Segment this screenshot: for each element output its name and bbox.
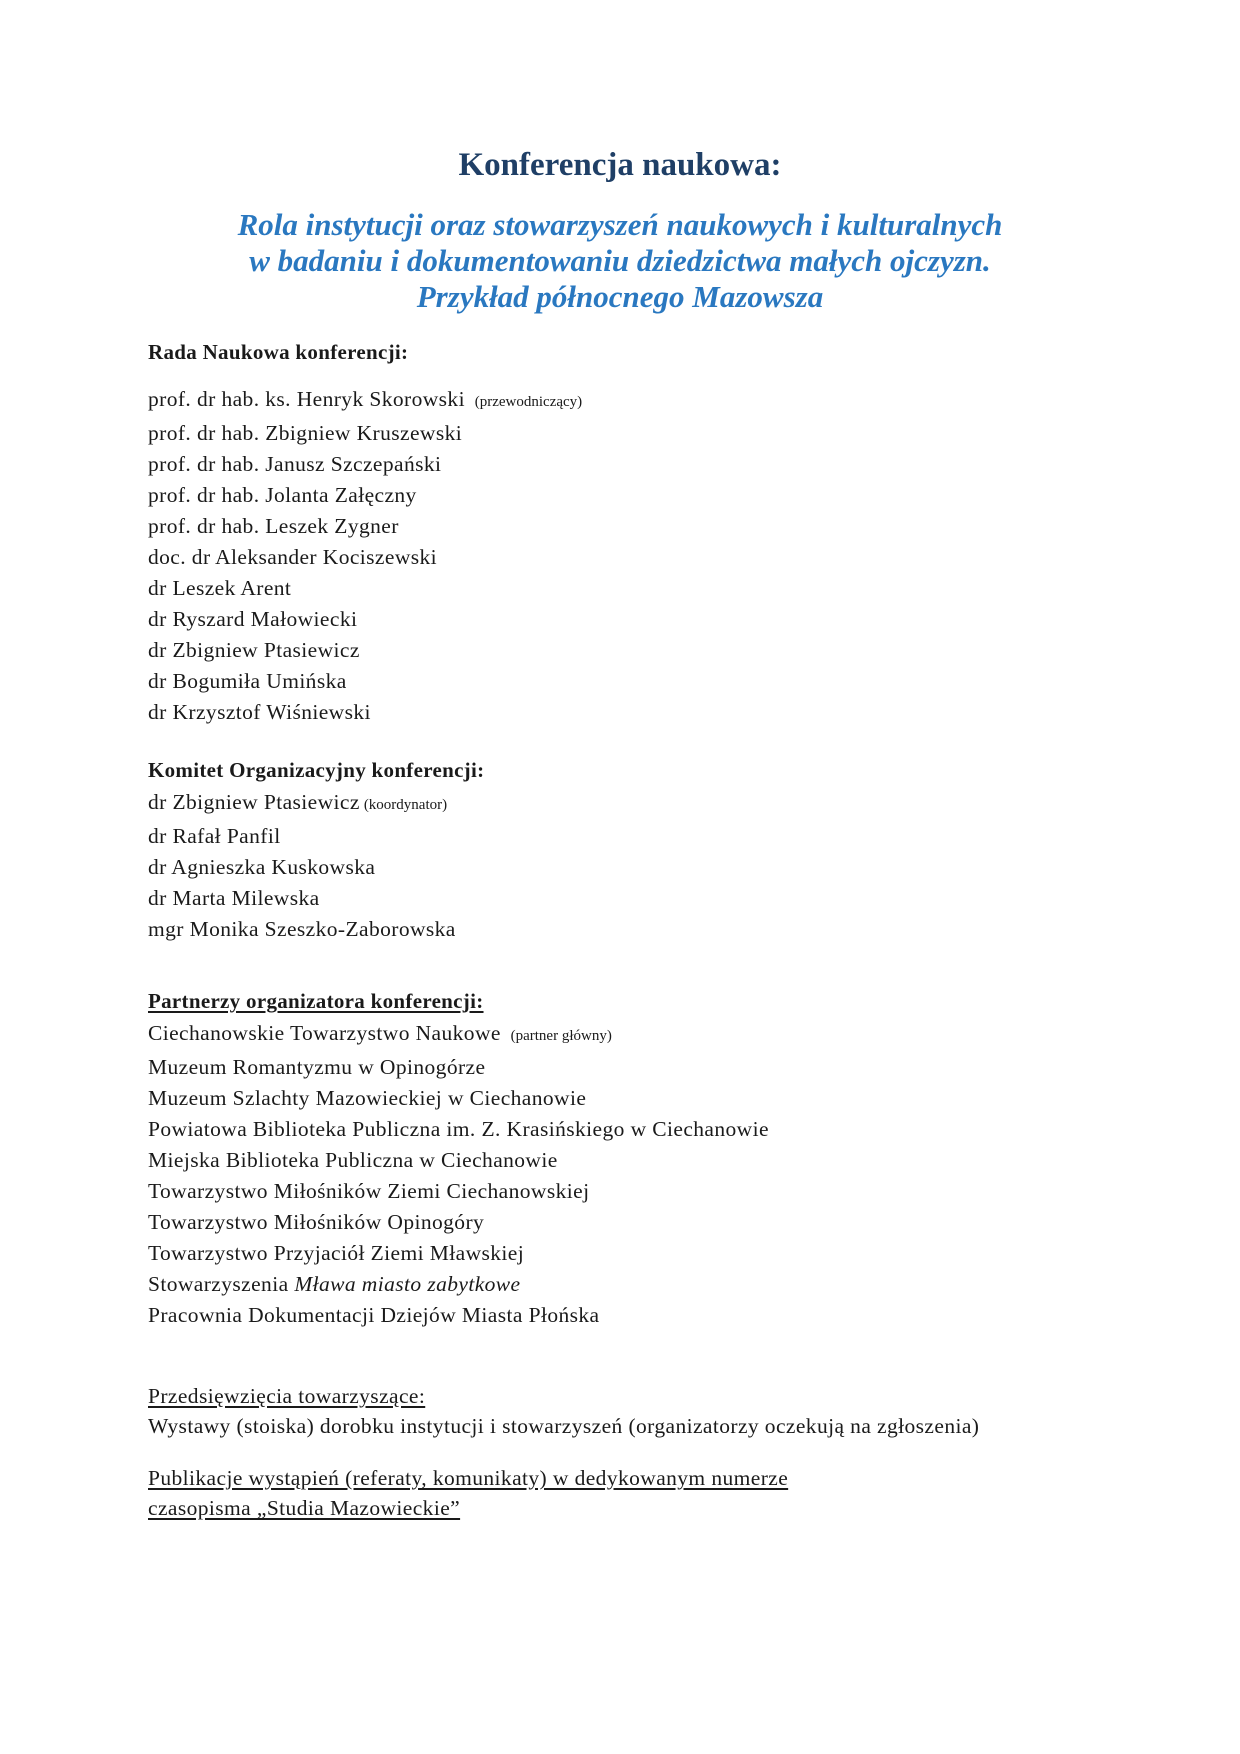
list-item: Ciechanowskie Towarzystwo Naukowe (partner główny) (148, 1021, 612, 1045)
komitet-heading: Komitet Organizacyjny konferencji: (148, 758, 485, 782)
rada-heading: Rada Naukowa konferencji: (148, 340, 409, 364)
rada-list (148, 384, 582, 728)
list-item: dr Ryszard Małowiecki (148, 607, 358, 631)
list-item: dr Marta Milewska (148, 886, 320, 910)
list-item: dr Zbigniew Ptasiewicz (148, 638, 360, 662)
list-item: prof. dr hab. Leszek Zygner (148, 514, 399, 538)
conference-subtitle (0, 207, 1240, 315)
publikacje-line-2: czasopisma „Studia Mazowieckie” (148, 1496, 461, 1520)
list-item: Muzeum Romantyzmu w Opinogórze (148, 1055, 486, 1079)
wystawy-text: Wystawy (stoiska) dorobku instytucji i stowarzyszeń (organizatorzy oczekują na zgłoszenia) (148, 1414, 980, 1438)
subtitle-line-1: Rola instytucji oraz stowarzyszeń naukowych i kulturalnych (237, 207, 1003, 242)
stowarzyszenie-name: Mława miasto zabytkowe (294, 1272, 521, 1296)
publikacje-line-1: Publikacje wystąpień (referaty, komunikaty) w dedykowanym numerze (148, 1466, 789, 1490)
subtitle-line-3: Przykład północnego Mazowsza (416, 279, 824, 314)
list-item: Pracownia Dokumentacji Dziejów Miasta Płońska (148, 1303, 600, 1327)
list-item: prof. dr hab. Jolanta Załęczny (148, 483, 417, 507)
partnerzy-list (148, 1018, 769, 1331)
list-item: prof. dr hab. ks. Henryk Skorowski (przewodniczący) (148, 387, 583, 411)
list-item: Miejska Biblioteka Publiczna w Ciechanowie (148, 1148, 558, 1172)
list-item: mgr Monika Szeszko-Zaborowska (148, 917, 456, 941)
partnerzy-heading: Partnerzy organizatora konferencji: (148, 989, 484, 1013)
member-note: (przewodniczący) (474, 394, 583, 410)
list-item: Stowarzyszenia Mława miasto zabytkowe (148, 1272, 521, 1296)
list-item: dr Zbigniew Ptasiewicz (koordynator) (148, 790, 448, 814)
komitet-list (148, 787, 456, 945)
przedsiewziecia-heading: Przedsięwzięcia towarzyszące: (148, 1384, 426, 1408)
partner-note: (partner główny) (510, 1028, 612, 1044)
list-item: prof. dr hab. Zbigniew Kruszewski (148, 421, 463, 445)
list-item: dr Krzysztof Wiśniewski (148, 700, 371, 724)
list-item: Towarzystwo Miłośników Ziemi Ciechanowskiej (148, 1179, 590, 1203)
subtitle-line-2: w badaniu i dokumentowaniu dziedzictwa małych ojczyzn. (249, 243, 991, 278)
list-item: doc. dr Aleksander Kociszewski (148, 545, 438, 569)
member-note: (koordynator) (363, 797, 448, 813)
list-item: dr Leszek Arent (148, 576, 292, 600)
list-item: Towarzystwo Miłośników Opinogóry (148, 1210, 485, 1234)
list-item: dr Rafał Panfil (148, 824, 281, 848)
list-item: Towarzystwo Przyjaciół Ziemi Mławskiej (148, 1241, 525, 1265)
list-item: prof. dr hab. Janusz Szczepański (148, 452, 442, 476)
list-item: dr Agnieszka Kuskowska (148, 855, 376, 879)
list-item: dr Bogumiła Umińska (148, 669, 347, 693)
list-item: Powiatowa Biblioteka Publiczna im. Z. Krasińskiego w Ciechanowie (148, 1117, 769, 1141)
page-title: Konferencja naukowa: (458, 147, 782, 183)
list-item: Muzeum Szlachty Mazowieckiej w Ciechanowie (148, 1086, 587, 1110)
